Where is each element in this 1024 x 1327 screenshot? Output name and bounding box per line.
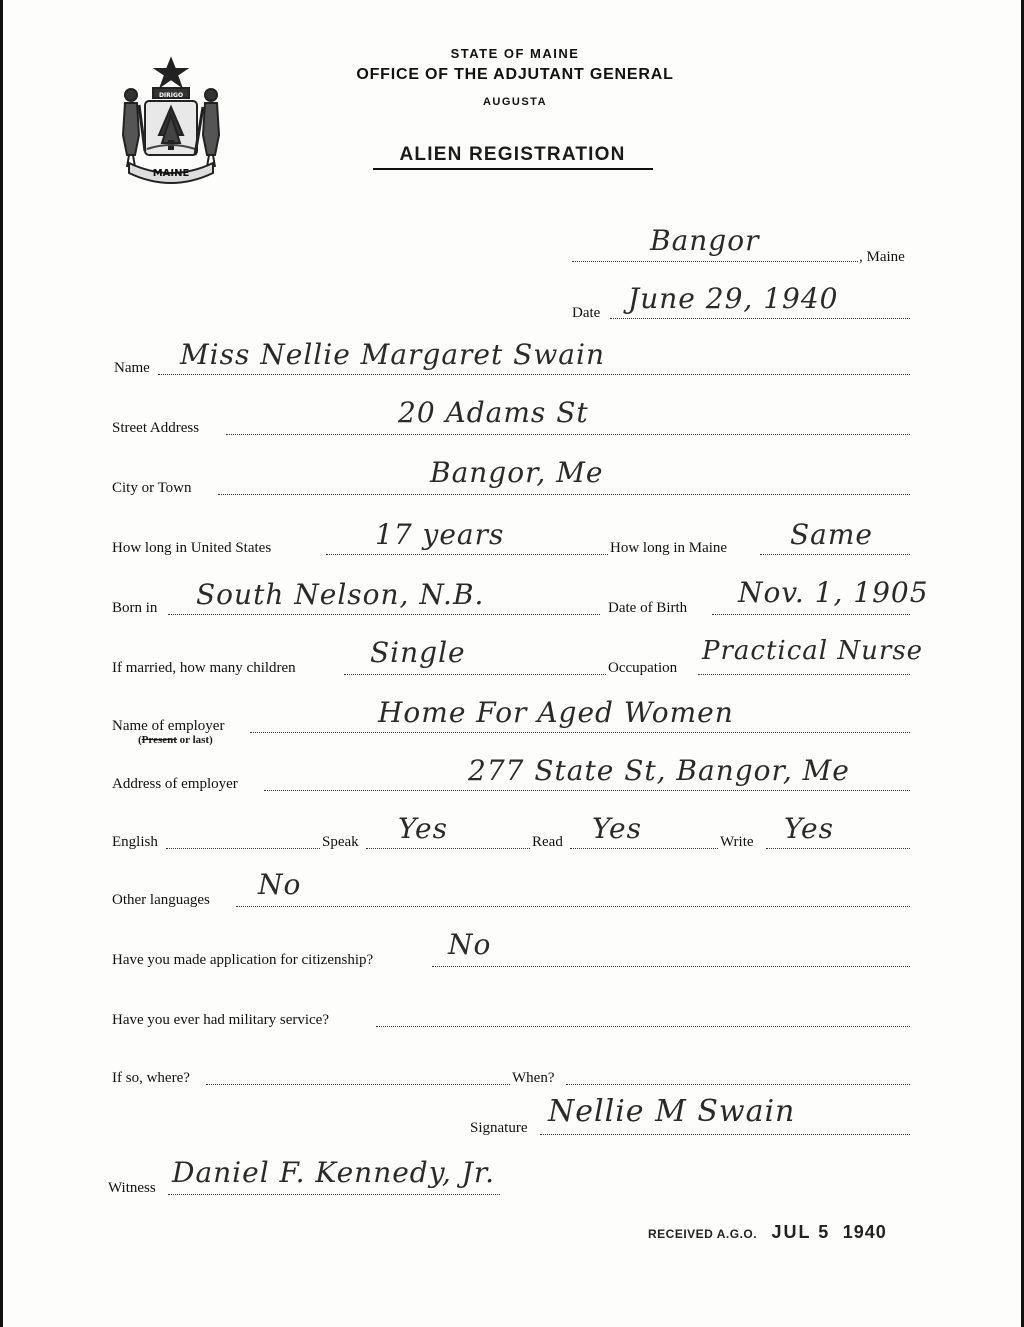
how-long-us-label: How long in United States	[112, 540, 272, 556]
maine-state-seal-icon	[115, 55, 227, 185]
english-label: English	[112, 834, 158, 850]
how-long-maine-line	[760, 554, 910, 555]
employer-label: Name of employer	[112, 718, 225, 734]
date-line	[610, 318, 910, 319]
place-value: Bangor	[650, 224, 760, 257]
employer-note-rest: or last)	[176, 734, 213, 746]
military-line	[376, 1026, 910, 1027]
street-address-label: Street Address	[112, 420, 200, 436]
form-title: ALIEN REGISTRATION	[399, 144, 626, 165]
date-of-birth-line	[712, 614, 910, 615]
married-children-label: If married, how many children	[112, 660, 296, 676]
citizenship-line	[432, 966, 910, 967]
military-label: Have you ever had military service?	[112, 1012, 329, 1028]
header-state: STATE OF MAINE	[450, 46, 580, 61]
other-languages-label: Other languages	[112, 892, 210, 908]
title-underline	[373, 168, 653, 170]
born-in-value: South Nelson, N.B.	[196, 578, 485, 611]
city-label: City or Town	[112, 480, 192, 496]
citizenship-label: Have you made application for citizenship?	[112, 952, 374, 968]
speak-line	[366, 848, 530, 849]
if-so-where-label: If so, where?	[112, 1070, 190, 1086]
employer-address-label: Address of employer	[112, 776, 238, 792]
date-label: Date	[572, 305, 601, 321]
date-value: June 29, 1940	[628, 282, 839, 315]
occupation-line	[698, 674, 910, 675]
signature-value: Nellie M Swain	[548, 1094, 796, 1129]
english-line	[166, 848, 320, 849]
seal-motto: DIRIGO	[158, 92, 184, 99]
write-line	[766, 848, 910, 849]
how-long-maine-value: Same	[790, 518, 873, 551]
other-languages-line	[236, 906, 910, 907]
married-children-line	[344, 674, 606, 675]
stamp-year: 1940	[842, 1222, 887, 1242]
date-of-birth-label: Date of Birth	[608, 600, 688, 616]
signature-line	[540, 1134, 910, 1135]
signature-label: Signature	[470, 1120, 528, 1136]
employer-address-value: 277 State St, Bangor, Me	[468, 754, 850, 787]
speak-value: Yes	[398, 812, 448, 845]
if-so-where-line	[206, 1084, 510, 1085]
name-line	[158, 374, 910, 375]
name-label: Name	[114, 360, 150, 376]
write-value: Yes	[784, 812, 834, 845]
witness-value: Daniel F. Kennedy, Jr.	[172, 1156, 496, 1189]
employer-value: Home For Aged Women	[378, 696, 734, 729]
street-address-value: 20 Adams St	[398, 396, 589, 429]
read-label: Read	[532, 834, 563, 850]
employer-note-open: (	[138, 734, 142, 746]
header-city: AUGUSTA	[482, 96, 548, 108]
how-long-us-value: 17 years	[375, 518, 505, 551]
born-in-label: Born in	[112, 600, 158, 616]
born-in-line	[168, 614, 600, 615]
place-line	[572, 261, 858, 262]
occupation-label: Occupation	[608, 660, 678, 676]
when-line	[566, 1084, 910, 1085]
date-of-birth-value: Nov. 1, 1905	[738, 576, 929, 609]
seal-banner-text: MAINE	[152, 168, 190, 179]
read-value: Yes	[592, 812, 642, 845]
city-value: Bangor, Me	[430, 456, 604, 489]
witness-line	[168, 1194, 500, 1195]
stamp-month-day: JUL 5	[771, 1222, 831, 1242]
speak-label: Speak	[322, 834, 359, 850]
married-children-value: Single	[370, 636, 466, 669]
street-address-line	[226, 434, 910, 435]
employer-note	[138, 734, 213, 746]
employer-address-line	[264, 790, 910, 791]
other-languages-value: No	[258, 868, 302, 901]
occupation-value: Practical Nurse	[702, 636, 924, 666]
when-label: When?	[512, 1070, 555, 1086]
maine-label: , Maine	[859, 249, 905, 265]
employer-line	[250, 732, 910, 733]
received-stamp	[648, 1222, 887, 1243]
read-line	[570, 848, 718, 849]
employer-note-struck: Present	[141, 734, 177, 746]
stamp-received: RECEIVED A.G.O.	[648, 1227, 758, 1241]
city-line	[218, 494, 910, 495]
witness-label: Witness	[108, 1180, 156, 1196]
how-long-maine-label: How long in Maine	[610, 540, 728, 556]
name-value: Miss Nellie Margaret Swain	[180, 338, 605, 371]
header-office: OFFICE OF THE ADJUTANT GENERAL	[356, 66, 674, 83]
citizenship-value: No	[448, 928, 492, 961]
how-long-us-line	[326, 554, 608, 555]
write-label: Write	[720, 834, 754, 850]
